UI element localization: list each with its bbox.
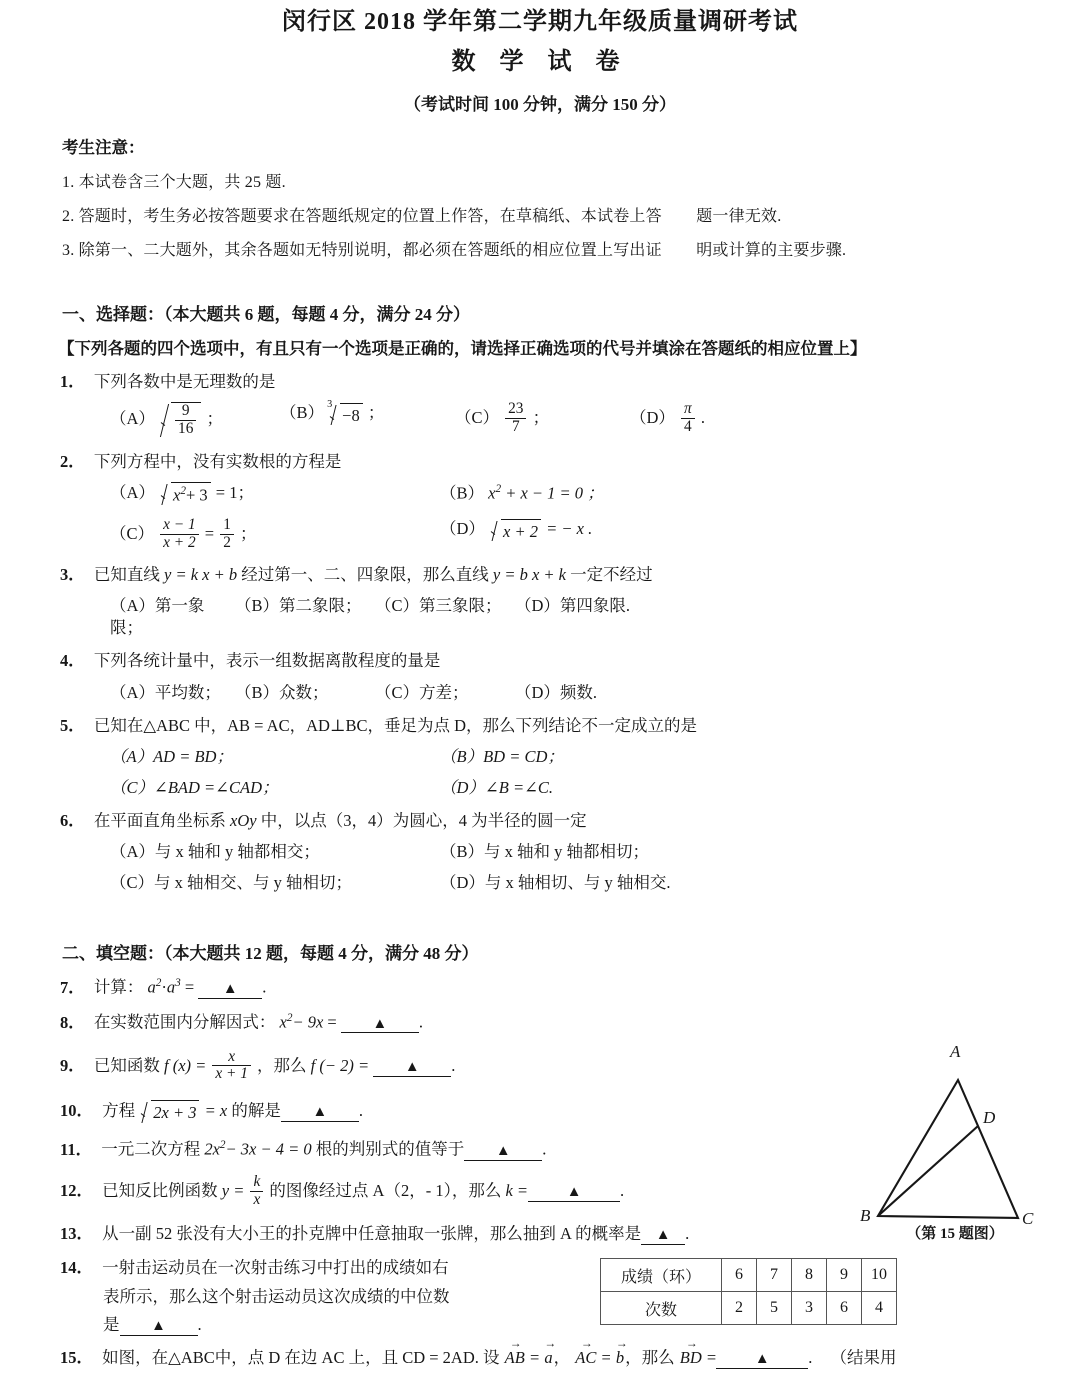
question-15-comma1: ， xyxy=(553,1348,571,1368)
subject-title: 数 学 试 卷 xyxy=(451,48,629,75)
question-14 xyxy=(60,1257,1080,1279)
question-6-number: 6． xyxy=(60,811,85,831)
vector-a: a → xyxy=(544,1344,552,1369)
option-1-d-num: π xyxy=(684,400,692,418)
option-1-c-num: 23 xyxy=(508,400,524,418)
question-2-number: 2． xyxy=(60,451,85,471)
question-2-options-row2 xyxy=(110,518,1080,552)
question-6 xyxy=(60,810,1080,832)
table-cell-score-5: 10 xyxy=(862,1259,897,1292)
option-2-c-tail: ； xyxy=(239,523,257,543)
option-4-d[interactable]: （D）频数. xyxy=(515,682,598,702)
option-2-d-label: （D） xyxy=(440,519,485,539)
cube-root-icon xyxy=(327,398,363,426)
table-cell-count-2: 5 xyxy=(757,1292,792,1325)
table-row xyxy=(601,1292,897,1325)
question-2 xyxy=(60,451,1080,473)
figure-label-c: C xyxy=(1022,1209,1034,1228)
question-14-number: 14． xyxy=(60,1258,93,1278)
table-cell-count-3: 3 xyxy=(792,1292,827,1325)
option-2-d[interactable] xyxy=(440,518,770,552)
option-6-a[interactable]: （A）与 x 轴和 y 轴都相交； xyxy=(110,842,320,862)
question-11-stem-a: 一元二次方程 xyxy=(101,1139,201,1159)
notice-item-2 xyxy=(62,203,1080,226)
vector-ac: AC → xyxy=(575,1344,596,1369)
question-14-line2-row xyxy=(103,1286,1080,1308)
figure-label-a: A xyxy=(950,1042,961,1061)
question-10-eq: = x xyxy=(204,1100,228,1120)
section-1-instruction: 【下列各题的四个选项中，有且只有一个选项是正确的，请选择正确选项的代号并填涂在答题纸的相应位置上】 xyxy=(58,339,867,359)
question-14-line2: 表所示，那么这个射击运动员这次成绩的中位数 xyxy=(103,1286,450,1306)
question-14-line3-row xyxy=(103,1314,1080,1336)
question-8-answer-blank[interactable]: ▲ xyxy=(341,1017,419,1034)
option-1-a-tail: ； xyxy=(206,409,223,429)
option-2-c-num: x − 1 xyxy=(163,516,196,534)
option-1-a[interactable] xyxy=(110,402,280,438)
option-1-b-tail: ； xyxy=(367,403,385,423)
option-1-c[interactable] xyxy=(455,402,630,438)
notice-item-1-num: 1. xyxy=(62,174,75,192)
option-5-d[interactable]: （D）∠B =∠C. xyxy=(440,777,554,797)
option-2-b-exp: 2 xyxy=(495,482,502,495)
question-6-stem-a: 在平面直角坐标系 xyxy=(93,811,226,831)
question-15-eq2: = xyxy=(601,1348,611,1368)
question-7 xyxy=(60,976,1080,999)
exam-info: （考试时间 100 分钟，满分 150 分） xyxy=(404,95,676,115)
question-10-number: 10． xyxy=(60,1100,93,1120)
question-10-radicand: 2x + 3 xyxy=(151,1100,199,1124)
segment-bd xyxy=(878,1126,978,1216)
question-7-eq: = xyxy=(184,977,195,997)
option-1-d-label: （D） xyxy=(630,408,675,428)
option-1-c-tail: ； xyxy=(532,408,550,428)
option-3-d[interactable]: （D）第四象限. xyxy=(515,596,631,616)
notice-item-3 xyxy=(62,237,1080,260)
option-1-b-radicand: −8 xyxy=(340,403,363,426)
question-12-tail: . xyxy=(620,1180,625,1200)
question-7-tail: . xyxy=(262,977,267,997)
notice-item-2-num: 2. xyxy=(62,208,75,226)
question-9-number: 9． xyxy=(60,1055,85,1075)
table-cell-count-5: 4 xyxy=(862,1292,897,1325)
option-1-a-den: 16 xyxy=(175,420,196,438)
option-2-a-rest: + 3 xyxy=(185,485,208,505)
question-13-number: 13． xyxy=(60,1224,93,1244)
question-12-frac-num: k xyxy=(253,1173,261,1191)
table-row-label-score: 成绩（环） xyxy=(601,1259,722,1292)
question-10-stem-a: 方程 xyxy=(102,1100,136,1120)
question-7-dot: · xyxy=(161,977,167,997)
option-6-b[interactable]: （B）与 x 轴和 y 轴都相切； xyxy=(440,842,650,862)
question-12-number: 12． xyxy=(60,1180,93,1200)
option-2-b-label: （B） xyxy=(440,483,485,503)
question-3-number: 3． xyxy=(60,565,85,585)
question-5-options-row1 xyxy=(110,746,1080,767)
question-13-tail: . xyxy=(685,1224,690,1244)
question-10-answer-blank[interactable]: ▲ xyxy=(281,1105,359,1122)
question-8-exp: 2 xyxy=(286,1012,293,1025)
question-3 xyxy=(60,564,1080,586)
option-1-b-label: （B） xyxy=(280,403,325,423)
notice-item-2-text2: 题一律无效. xyxy=(696,208,782,226)
option-5-b[interactable]: （B）BD = CD； xyxy=(440,747,564,767)
option-2-c-label: （C） xyxy=(110,523,155,543)
option-2-b-var: x xyxy=(488,483,496,503)
notice-heading: 考生注意： xyxy=(62,138,145,158)
option-1-d-tail: . xyxy=(700,408,705,428)
option-2-d-radicand: x + 2 xyxy=(501,519,541,542)
figure-caption: （第 15 题图） xyxy=(906,1226,1004,1242)
question-3-stem-b: 经过第一、二、四象限，那么直线 xyxy=(241,565,489,585)
table-cell-count-1: 2 xyxy=(722,1292,757,1325)
question-14-tail: . xyxy=(197,1314,202,1334)
option-2-a-var: x xyxy=(173,485,181,505)
question-8-tail: . xyxy=(418,1012,423,1032)
option-1-c-label: （C） xyxy=(455,408,500,428)
question-9-frac-num: x xyxy=(228,1047,236,1065)
question-15 xyxy=(60,1344,1080,1369)
question-7-b: a xyxy=(166,977,176,997)
question-7-a: a xyxy=(147,977,156,997)
notice-item-3-text2: 明或计算的主要步骤. xyxy=(696,242,847,260)
question-4 xyxy=(60,650,1080,672)
question-4-number: 4． xyxy=(60,651,85,671)
question-10-tail: . xyxy=(358,1100,363,1120)
section-2-heading: 二、填空题：（本大题共 12 题，每题 4 分，满分 48 分） xyxy=(62,944,479,964)
question-8-eq: = xyxy=(327,1012,337,1032)
question-3-eq1: y = k x + b xyxy=(164,565,238,585)
table-cell-score-4: 9 xyxy=(827,1259,862,1292)
question-8 xyxy=(60,1011,1080,1034)
question-6-stem-b: 中，以点（3，4）为圆心，4 为半径的圆一定 xyxy=(260,811,587,831)
question-7-b-exp: 3 xyxy=(175,977,181,990)
question-9-frac-den: x + 1 xyxy=(212,1065,250,1083)
question-12-y: y = xyxy=(221,1180,245,1200)
question-11-answer-blank[interactable]: ▲ xyxy=(464,1144,542,1161)
option-2-c-den: x + 2 xyxy=(160,534,198,552)
figure-label-b: B xyxy=(860,1206,871,1225)
question-2-options-row1 xyxy=(110,482,1080,506)
notice-item-2-text: 答题时，考生务必按答题要求在答题纸规定的位置上作答，在草稿纸、本试卷上答 xyxy=(78,208,662,226)
table-cell-score-2: 7 xyxy=(757,1259,792,1292)
option-4-a[interactable]: （A）平均数； xyxy=(110,682,221,702)
option-1-a-num: 9 xyxy=(181,402,190,420)
question-15-comma2: ，那么 xyxy=(625,1348,675,1368)
question-12-k: k = xyxy=(505,1180,529,1200)
question-5 xyxy=(60,715,1080,737)
option-1-d-den: 4 xyxy=(681,418,695,436)
question-10-stem-b: 的解是 xyxy=(231,1100,281,1120)
option-2-a-label: （A） xyxy=(110,482,155,502)
question-6-xoy: xOy xyxy=(230,811,257,831)
question-4-options xyxy=(110,682,1080,703)
vector-b: b → xyxy=(616,1344,624,1369)
question-9-fx2: f (− 2) = xyxy=(310,1055,370,1075)
option-3-a[interactable]: （A）第一象限； xyxy=(110,596,205,637)
question-11-stem-b: 根的判别式的值等于 xyxy=(315,1139,465,1159)
question-7-a-exp: 2 xyxy=(155,977,162,990)
vector-ab: AB → xyxy=(505,1344,525,1369)
option-1-b-index: 3 xyxy=(327,398,333,410)
option-2-b[interactable] xyxy=(440,482,770,506)
question-8-stem: 在实数范围内分解因式： xyxy=(93,1012,276,1032)
score-frequency-table xyxy=(600,1258,897,1325)
question-15-number: 15． xyxy=(60,1348,93,1368)
question-12-stem-a: 已知反比例函数 xyxy=(102,1180,218,1200)
question-15-tail: . xyxy=(808,1348,813,1368)
sqrt-icon xyxy=(160,482,211,506)
question-6-options-row1 xyxy=(110,841,1080,862)
question-13-stem: 从一副 52 张没有大小王的扑克牌中任意抽取一张牌，那么抽到 A 的概率是 xyxy=(102,1224,642,1244)
option-1-c-den: 7 xyxy=(505,418,526,436)
table-cell-score-1: 6 xyxy=(722,1259,757,1292)
option-2-c[interactable] xyxy=(110,518,440,552)
option-3-c[interactable]: （C）第三象限； xyxy=(375,596,502,616)
table-cell-count-4: 6 xyxy=(827,1292,862,1325)
sqrt-icon xyxy=(490,519,541,542)
question-4-stem: 下列各统计量中，表示一组数据离散程度的量是 xyxy=(93,651,441,671)
question-8-number: 8． xyxy=(60,1012,85,1032)
question-14-line3: 是 xyxy=(103,1314,120,1334)
option-2-a[interactable] xyxy=(110,482,440,506)
section-1-heading: 一、选择题：（本大题共 6 题，每题 4 分，满分 24 分） xyxy=(62,305,470,325)
question-14-line1: 一射击运动员在一次射击练习中打出的成绩如右 xyxy=(102,1258,449,1278)
table-cell-score-3: 8 xyxy=(792,1259,827,1292)
question-9-fx: f (x) = xyxy=(164,1055,207,1075)
option-2-c-eq: = xyxy=(204,523,215,543)
option-1-d[interactable] xyxy=(630,402,705,438)
option-3-b[interactable]: （B）第二象限； xyxy=(235,596,362,616)
notice-item-1 xyxy=(62,169,1080,192)
option-1-a-label: （A） xyxy=(110,409,155,429)
question-9-stem-b: ，那么 xyxy=(257,1055,307,1075)
question-12-answer-blank[interactable]: ▲ xyxy=(528,1185,620,1202)
question-15-eq3: = xyxy=(706,1348,717,1368)
question-9-stem-a: 已知函数 xyxy=(93,1055,160,1075)
page-title: 闵行区 2018 学年第二学期九年级质量调研考试 xyxy=(282,9,798,35)
option-6-c[interactable]: （C）与 x 轴相交、与 y 轴相切； xyxy=(110,872,353,892)
option-5-a[interactable]: （A）AD = BD； xyxy=(110,747,233,767)
question-3-options xyxy=(110,595,1080,638)
question-5-number: 5． xyxy=(60,716,85,735)
vector-bd: BD → xyxy=(680,1344,702,1369)
option-6-d[interactable]: （D）与 x 轴相切、与 y 轴相交. xyxy=(440,872,671,892)
question-14-answer-blank[interactable]: ▲ xyxy=(120,1319,198,1336)
question-1-options xyxy=(110,398,1080,438)
option-2-b-rest: + x − 1 = 0 ； xyxy=(505,483,604,503)
question-12-frac-den: x xyxy=(250,1191,263,1209)
question-3-stem-a: 已知直线 xyxy=(93,565,160,585)
option-2-d-eq: = − x . xyxy=(546,519,593,539)
question-3-stem-c: 一定不经过 xyxy=(570,565,653,585)
question-12-stem-b: 的图像经过点 A（2，- 1），那么 xyxy=(269,1180,502,1200)
question-9-tail: . xyxy=(451,1055,456,1075)
question-1 xyxy=(60,371,1080,393)
option-2-c-num2: 1 xyxy=(223,516,231,534)
table-row-label-count: 次数 xyxy=(601,1292,722,1325)
question-13-answer-blank[interactable]: ▲ xyxy=(641,1228,685,1245)
option-2-c-den2: 2 xyxy=(220,534,234,552)
question-15-tail2: （结果用 xyxy=(830,1348,897,1368)
table-row xyxy=(601,1259,897,1292)
question-8-rest: − 9x xyxy=(292,1012,324,1032)
question-15-eq1: = xyxy=(529,1348,540,1368)
question-11-number: 11． xyxy=(60,1139,93,1159)
question-5-options-row2 xyxy=(110,777,1080,798)
notice-item-3-num: 3. xyxy=(62,242,75,260)
question-1-number: 1． xyxy=(60,372,85,392)
question-9-answer-blank[interactable]: ▲ xyxy=(373,1060,451,1077)
question-15-answer-blank[interactable]: ▲ xyxy=(716,1352,808,1369)
notice-item-1-text: 本试卷含三个大题，共 25 题. xyxy=(78,174,286,192)
question-8-x: x xyxy=(279,1012,287,1032)
question-11-tail: . xyxy=(542,1139,547,1159)
option-5-c[interactable]: （C）∠BAD =∠CAD； xyxy=(110,777,279,797)
option-2-a-exp: 2 xyxy=(180,485,186,498)
question-7-answer-blank[interactable]: ▲ xyxy=(198,982,262,999)
option-4-c[interactable]: （C）方差； xyxy=(375,682,469,702)
option-4-b[interactable]: （B）众数； xyxy=(235,682,329,702)
option-1-b[interactable] xyxy=(280,398,455,438)
question-1-stem: 下列各数中是无理数的是 xyxy=(93,372,276,392)
question-5-stem: 已知在△ABC 中，AB = AC，AD⊥BC，垂足为点 D，那么下列结论不一定成立的是 xyxy=(93,716,698,735)
question-15-stem-a: 如图，在△ABC中，点 D 在边 AC 上，且 CD = 2AD. 设 xyxy=(102,1348,500,1368)
question-11-rest: − 3x − 4 = 0 xyxy=(225,1139,312,1159)
question-6-options-row2 xyxy=(110,872,1080,893)
question-11-exp: 2 xyxy=(219,1139,226,1152)
sqrt-icon xyxy=(160,402,201,438)
option-2-a-eq: = 1； xyxy=(215,482,254,502)
question-3-eq2: y = b x + k xyxy=(492,565,566,585)
figure-label-d: D xyxy=(983,1108,996,1127)
question-11-expr: 2x xyxy=(204,1139,220,1159)
notice-item-3-text: 除第一、二大题外，其余各题如无特别说明，都必须在答题纸的相应位置上写出证 xyxy=(78,242,662,260)
question-2-stem: 下列方程中，没有实数根的方程是 xyxy=(93,451,342,471)
question-7-stem: 计算： xyxy=(93,977,144,997)
question-7-number: 7． xyxy=(60,977,85,997)
sqrt-icon xyxy=(140,1100,199,1124)
